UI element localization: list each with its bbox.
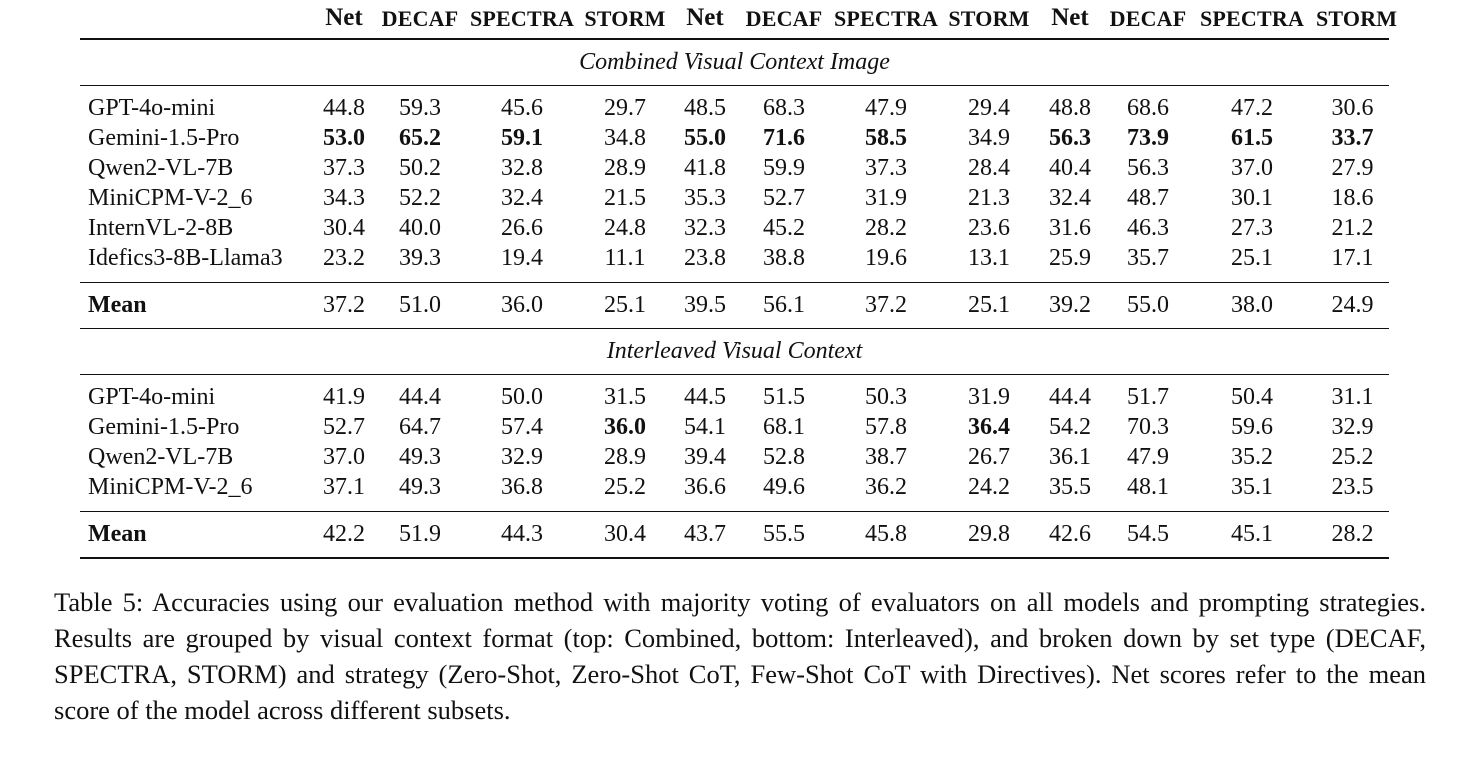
model-name: MiniCPM-V-2_6: [88, 474, 253, 500]
col-header-decaf: DECAF: [1108, 0, 1188, 39]
score-cell: 47.9: [1127, 444, 1169, 470]
score-cell: 31.9: [968, 384, 1010, 410]
col-header-decaf: DECAF: [742, 0, 826, 39]
mean-score-cell: 42.2: [310, 512, 378, 559]
score-cell: 68.6: [1127, 95, 1169, 121]
score-cell: 17.1: [1331, 245, 1374, 271]
score-cell: 51.7: [1127, 384, 1169, 410]
score-cell: 39.3: [399, 245, 441, 271]
score-cell: 58.5: [865, 125, 907, 151]
score-cell: 59.3: [399, 95, 441, 121]
score-cell: 31.5: [604, 384, 646, 410]
score-cell: 32.9: [501, 444, 543, 470]
table-row: [80, 86, 1389, 124]
mean-score-cell: 55.0: [1108, 283, 1188, 329]
score-cell: 59.6: [1231, 414, 1273, 440]
mean-score-cell: 37.2: [826, 283, 946, 329]
mean-row: [80, 283, 1389, 329]
score-cell: 64.7: [399, 414, 441, 440]
table-row: [80, 412, 1389, 442]
score-cell: 25.1: [1231, 245, 1273, 271]
score-cell: 24.2: [968, 474, 1010, 500]
score-cell: 35.3: [684, 185, 726, 211]
score-cell: 11.1: [604, 245, 646, 271]
model-name: Gemini-1.5-Pro: [88, 125, 240, 151]
score-cell: 40.4: [1049, 155, 1091, 181]
score-cell: 23.8: [684, 245, 726, 271]
mean-score-cell: 29.8: [946, 512, 1032, 559]
mean-score-cell: 28.2: [1316, 512, 1389, 559]
score-cell: 48.8: [1049, 95, 1091, 121]
section-header-row: [80, 329, 1389, 375]
mean-score-cell: 36.0: [462, 283, 582, 329]
score-cell: 34.9: [968, 125, 1010, 151]
score-cell: 30.4: [323, 215, 365, 241]
score-cell: 28.9: [604, 155, 646, 181]
score-cell: 52.2: [399, 185, 441, 211]
score-cell: 35.5: [1049, 474, 1091, 500]
score-cell: 54.2: [1049, 414, 1091, 440]
table-row: [80, 472, 1389, 512]
score-cell: 36.8: [501, 474, 543, 500]
score-cell: 57.8: [865, 414, 907, 440]
mean-score-cell: 25.1: [946, 283, 1032, 329]
score-cell: 73.9: [1127, 125, 1169, 151]
score-cell: 23.2: [323, 245, 365, 271]
model-name: Idefics3-8B-Llama3: [88, 245, 283, 271]
score-cell: 39.4: [684, 444, 726, 470]
score-cell: 46.3: [1127, 215, 1169, 241]
score-cell: 32.4: [501, 185, 543, 211]
mean-score-cell: 39.5: [668, 283, 742, 329]
score-cell: 52.7: [323, 414, 365, 440]
model-name: Qwen2-VL-7B: [88, 444, 234, 470]
score-cell: 32.9: [1331, 414, 1374, 440]
table-caption: Table 5: Accuracies using our evaluation method with majority voting of evaluators on all models and prompting strategies. Results are grouped by visual context format (top: Combined, bottom: Interleaved), and broken down by set type (DECAF, SPECTRA, STORM) and strategy (Zero-Shot, Zero-Shot CoT, Few-Shot CoT with Directives). Net scores refer to the mean score of the model across different subsets.: [54, 587, 1426, 725]
score-cell: 36.2: [865, 474, 907, 500]
col-header-net: Net: [668, 0, 742, 39]
score-cell: 38.7: [865, 444, 907, 470]
score-cell: 25.2: [604, 474, 646, 500]
score-cell: 41.8: [684, 155, 726, 181]
mean-score-cell: 45.1: [1188, 512, 1316, 559]
score-cell: 13.1: [968, 245, 1010, 271]
score-cell: 56.3: [1127, 155, 1169, 181]
model-name: GPT-4o-mini: [88, 95, 216, 121]
model-name: Qwen2-VL-7B: [88, 155, 234, 181]
score-cell: 27.9: [1331, 155, 1374, 181]
score-cell: 71.6: [763, 125, 805, 151]
col-header-net: Net: [1032, 0, 1108, 39]
table-row: [80, 243, 1389, 283]
mean-score-cell: 44.3: [462, 512, 582, 559]
table-row: [80, 375, 1389, 413]
score-cell: 50.0: [501, 384, 543, 410]
section-title: Combined Visual Context Image: [80, 39, 1389, 86]
mean-row: [80, 512, 1389, 559]
score-cell: 31.9: [865, 185, 907, 211]
score-cell: 37.0: [323, 444, 365, 470]
score-cell: 30.6: [1331, 95, 1374, 121]
score-cell: 47.9: [865, 95, 907, 121]
score-cell: 36.0: [604, 414, 646, 440]
score-cell: 36.6: [684, 474, 726, 500]
score-cell: 48.1: [1127, 474, 1169, 500]
score-cell: 44.8: [323, 95, 365, 121]
score-cell: 52.7: [763, 185, 805, 211]
model-name: Gemini-1.5-Pro: [88, 414, 240, 440]
score-cell: 38.8: [763, 245, 805, 271]
score-cell: 53.0: [323, 125, 365, 151]
score-cell: 21.5: [604, 185, 646, 211]
table-row: [80, 123, 1389, 153]
score-cell: 35.2: [1231, 444, 1273, 470]
mean-score-cell: 45.8: [826, 512, 946, 559]
score-cell: 28.2: [865, 215, 907, 241]
score-cell: 65.2: [399, 125, 441, 151]
score-cell: 31.6: [1049, 215, 1091, 241]
score-cell: 32.3: [684, 215, 726, 241]
score-cell: 50.3: [865, 384, 907, 410]
score-cell: 23.6: [968, 215, 1010, 241]
mean-score-cell: 54.5: [1108, 512, 1188, 559]
score-cell: 33.7: [1331, 125, 1374, 151]
score-cell: 50.2: [399, 155, 441, 181]
score-cell: 32.8: [501, 155, 543, 181]
score-cell: 36.4: [968, 414, 1010, 440]
score-cell: 37.1: [323, 474, 365, 500]
score-cell: 48.7: [1127, 185, 1169, 211]
col-header-decaf: DECAF: [378, 0, 462, 39]
model-name: GPT-4o-mini: [88, 384, 216, 410]
score-cell: 27.3: [1231, 215, 1273, 241]
score-cell: 25.2: [1331, 444, 1374, 470]
col-header-storm: STORM: [1316, 0, 1389, 39]
score-cell: 59.9: [763, 155, 805, 181]
score-cell: 36.1: [1049, 444, 1091, 470]
model-name: MiniCPM-V-2_6: [88, 185, 253, 211]
score-cell: 28.4: [968, 155, 1010, 181]
score-cell: 24.8: [604, 215, 646, 241]
col-header-storm: STORM: [582, 0, 668, 39]
score-cell: 19.6: [865, 245, 907, 271]
col-header-storm: STORM: [946, 0, 1032, 39]
score-cell: 37.3: [323, 155, 365, 181]
score-cell: 55.0: [684, 125, 726, 151]
score-cell: 45.6: [501, 95, 543, 121]
mean-score-cell: 25.1: [582, 283, 668, 329]
score-cell: 56.3: [1049, 125, 1091, 151]
score-cell: 28.9: [604, 444, 646, 470]
mean-score-cell: 42.6: [1032, 512, 1108, 559]
score-cell: 44.4: [399, 384, 441, 410]
mean-score-cell: 24.9: [1316, 283, 1389, 329]
score-cell: 18.6: [1331, 185, 1374, 211]
score-cell: 35.7: [1127, 245, 1169, 271]
score-cell: 51.5: [763, 384, 805, 410]
score-cell: 68.3: [763, 95, 805, 121]
score-cell: 21.2: [1331, 215, 1374, 241]
mean-score-cell: 39.2: [1032, 283, 1108, 329]
score-cell: 23.5: [1331, 474, 1374, 500]
mean-score-cell: 38.0: [1188, 283, 1316, 329]
score-cell: 54.1: [684, 414, 726, 440]
column-header-row: [80, 0, 1389, 39]
score-cell: 70.3: [1127, 414, 1169, 440]
score-cell: 57.4: [501, 414, 543, 440]
score-cell: 68.1: [763, 414, 805, 440]
score-cell: 29.7: [604, 95, 646, 121]
mean-score-cell: 51.0: [378, 283, 462, 329]
score-cell: 34.8: [604, 125, 646, 151]
col-header-spectra: SPECTRA: [462, 0, 582, 39]
mean-score-cell: 43.7: [668, 512, 742, 559]
score-cell: 52.8: [763, 444, 805, 470]
mean-score-cell: 55.5: [742, 512, 826, 559]
score-cell: 30.1: [1231, 185, 1273, 211]
score-cell: 37.0: [1231, 155, 1273, 181]
score-cell: 49.3: [399, 444, 441, 470]
score-cell: 48.5: [684, 95, 726, 121]
score-cell: 26.7: [968, 444, 1010, 470]
results-table: [80, 0, 1398, 559]
score-cell: 19.4: [501, 245, 543, 271]
score-cell: 49.6: [763, 474, 805, 500]
score-cell: 59.1: [501, 125, 543, 151]
col-header-spectra: SPECTRA: [826, 0, 946, 39]
score-cell: 45.2: [763, 215, 805, 241]
header-model-blank: [80, 0, 310, 39]
table-row: [80, 213, 1389, 243]
score-cell: 49.3: [399, 474, 441, 500]
mean-label: Mean: [80, 283, 310, 329]
mean-score-cell: 30.4: [582, 512, 668, 559]
mean-score-cell: 51.9: [378, 512, 462, 559]
score-cell: 25.9: [1049, 245, 1091, 271]
section-title: Interleaved Visual Context: [80, 329, 1389, 375]
score-cell: 35.1: [1231, 474, 1273, 500]
mean-score-cell: 37.2: [310, 283, 378, 329]
score-cell: 34.3: [323, 185, 365, 211]
score-cell: 21.3: [968, 185, 1010, 211]
score-cell: 40.0: [399, 215, 441, 241]
col-header-net: Net: [310, 0, 378, 39]
section-header-row: [80, 39, 1389, 86]
table-row: [80, 153, 1389, 183]
table-row: [80, 183, 1389, 213]
score-cell: 26.6: [501, 215, 543, 241]
score-cell: 37.3: [865, 155, 907, 181]
score-cell: 61.5: [1231, 125, 1273, 151]
mean-score-cell: 56.1: [742, 283, 826, 329]
score-cell: 44.4: [1049, 384, 1091, 410]
mean-label: Mean: [80, 512, 310, 559]
table-row: [80, 442, 1389, 472]
col-header-spectra: SPECTRA: [1188, 0, 1316, 39]
score-cell: 31.1: [1331, 384, 1374, 410]
score-cell: 50.4: [1231, 384, 1273, 410]
score-cell: 29.4: [968, 95, 1010, 121]
score-cell: 47.2: [1231, 95, 1273, 121]
score-cell: 32.4: [1049, 185, 1091, 211]
score-cell: 44.5: [684, 384, 726, 410]
score-cell: 41.9: [323, 384, 365, 410]
model-name: InternVL-2-8B: [88, 215, 234, 241]
